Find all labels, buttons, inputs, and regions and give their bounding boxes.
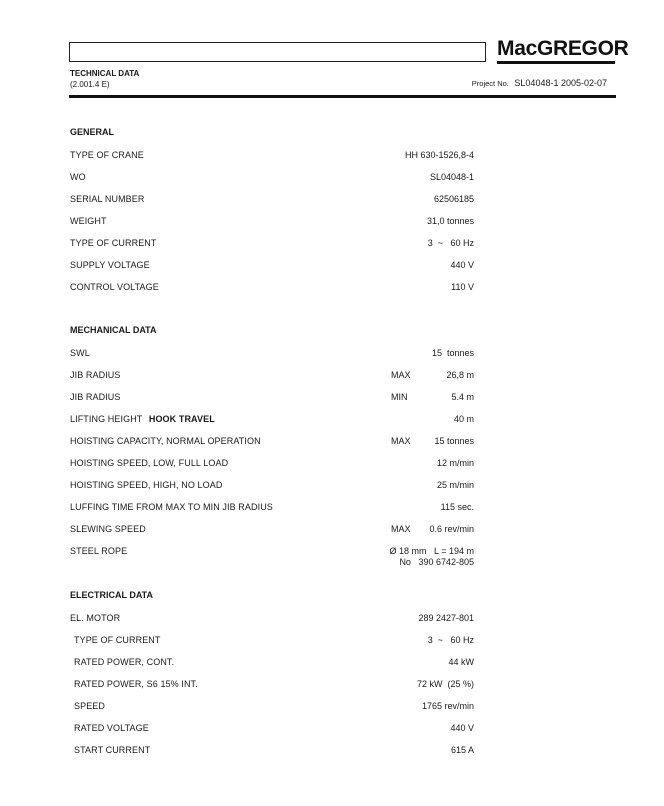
mech-qual-hoisting-capacity: MAX — [391, 436, 411, 446]
elec-value-rated-power-s6: 72 kW (25 %) — [416, 679, 474, 689]
mech-label-hoisting-capacity: HOISTING CAPACITY, NORMAL OPERATION — [70, 436, 261, 446]
elec-label-start-current: START CURRENT — [74, 745, 151, 755]
elec-label-el-motor: EL. MOTOR — [70, 613, 121, 623]
mech-label-swl: SWL — [70, 348, 90, 358]
mech-label-lifting-height — [70, 414, 215, 424]
elec-label-rated-power-cont: RATED POWER, CONT. — [74, 657, 175, 667]
general-label-supply-voltage: SUPPLY VOLTAGE — [70, 260, 150, 270]
elec-value-rated-voltage: 440 V — [450, 723, 474, 733]
mech-label-luffing-time: LUFFING TIME FROM MAX TO MIN JIB RADIUS — [70, 502, 273, 512]
mech-value-jib-radius-min: 5.4 m — [451, 392, 474, 402]
elec-label-rated-power-s6: RATED POWER, S6 15% INT. — [74, 679, 198, 689]
section-title-mechanical: MECHANICAL DATA — [70, 325, 157, 335]
mech-value-jib-radius-max: 26,8 m — [446, 370, 474, 380]
company-logo: MacGREGOR — [497, 37, 629, 60]
general-label-weight: WEIGHT — [70, 216, 107, 226]
project-number — [472, 78, 607, 88]
general-label-type-of-current: TYPE OF CURRENT — [70, 238, 157, 248]
elec-label-rated-voltage: RATED VOLTAGE — [74, 723, 149, 733]
header-title-box — [69, 42, 486, 62]
logo-underline — [497, 61, 615, 64]
mech-value-hoisting-speed-low: 12 m/min — [436, 458, 474, 468]
general-value-control-voltage: 110 V — [451, 282, 474, 292]
document-title: TECHNICAL DATA — [70, 69, 140, 78]
mech-label-lifting-height-text: LIFTING HEIGHT — [70, 414, 143, 424]
elec-value-el-motor: 289 2427-801 — [418, 613, 474, 623]
elec-label-type-of-current: TYPE OF CURRENT — [74, 635, 161, 645]
general-label-serial-number: SERIAL NUMBER — [70, 194, 145, 204]
general-label-type-of-crane: TYPE OF CRANE — [70, 150, 144, 160]
general-value-serial-number: 62506185 — [433, 194, 474, 204]
elec-value-speed: 1765 rev/min — [421, 701, 474, 711]
mech-value-luffing-time: 115 sec. — [440, 502, 474, 512]
elec-value-rated-power-cont: 44 kW — [448, 657, 474, 667]
project-value: SL04048-1 2005-02-07 — [514, 78, 607, 88]
mech-value-steel-rope-number: No 390 6742-805 — [399, 557, 474, 567]
project-label: Project No. — [471, 79, 509, 88]
mech-value-lifting-height: 40 m — [453, 414, 474, 424]
mech-label-hoisting-speed-high: HOISTING SPEED, HIGH, NO LOAD — [70, 480, 223, 490]
mech-qual-slewing-speed: MAX — [391, 524, 411, 534]
mech-label-hoisting-speed-low: HOISTING SPEED, LOW, FULL LOAD — [70, 458, 229, 468]
general-value-type-of-current: 3 ~ 60 Hz — [427, 238, 474, 248]
section-title-general: GENERAL — [70, 127, 115, 137]
mech-label-jib-radius-min: JIB RADIUS — [70, 392, 121, 402]
mech-label-hook-travel: HOOK TRAVEL — [148, 414, 215, 424]
mech-label-steel-rope: STEEL ROPE — [70, 546, 128, 556]
header-rule — [69, 95, 616, 98]
mech-value-steel-rope: Ø 18 mm L = 194 m — [389, 546, 474, 556]
general-value-supply-voltage: 440 V — [450, 260, 474, 270]
mech-qual-jib-radius-min: MIN — [391, 392, 408, 402]
general-value-type-of-crane: HH 630-1526,8-4 — [404, 150, 474, 160]
mech-label-slewing-speed: SLEWING SPEED — [70, 524, 146, 534]
mech-value-hoisting-speed-high: 25 m/min — [436, 480, 474, 490]
mech-value-slewing-speed: 0.6 rev/min — [429, 524, 474, 534]
mech-qual-jib-radius-max: MAX — [391, 370, 411, 380]
section-title-electrical: ELECTRICAL DATA — [70, 590, 153, 600]
mech-value-swl: 15 tonnes — [431, 348, 474, 358]
general-value-wo: SL04048-1 — [429, 172, 474, 182]
elec-value-type-of-current: 3 ~ 60 Hz — [427, 635, 474, 645]
mech-value-hoisting-capacity: 15 tonnes — [434, 436, 474, 446]
document-code: (2.001.4 E) — [70, 80, 110, 89]
general-label-wo: WO — [70, 172, 86, 182]
mech-label-jib-radius-max: JIB RADIUS — [70, 370, 121, 380]
elec-label-speed: SPEED — [74, 701, 106, 711]
elec-value-start-current: 615 A — [450, 745, 474, 755]
general-label-control-voltage: CONTROL VOLTAGE — [70, 282, 159, 292]
general-value-weight: 31,0 tonnes — [426, 216, 474, 226]
